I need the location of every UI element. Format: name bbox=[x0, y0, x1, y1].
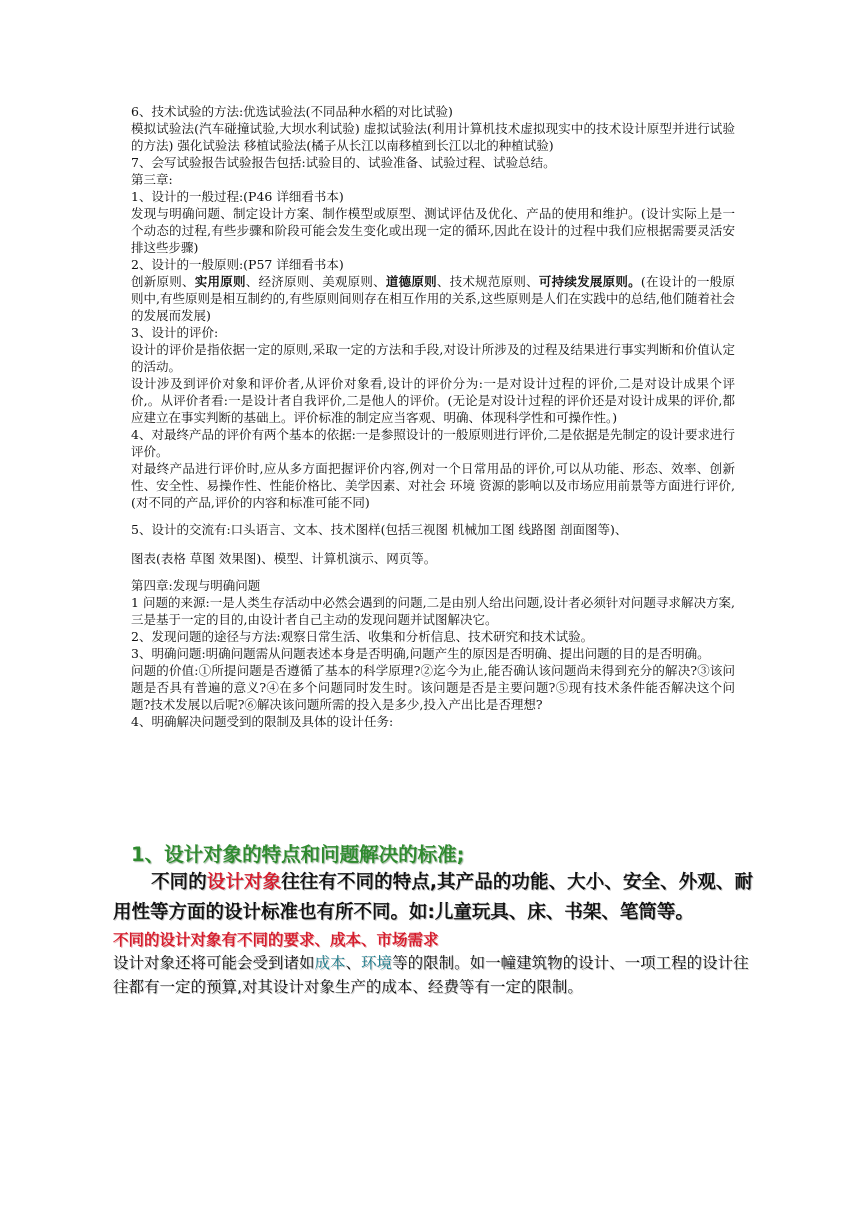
line-design-evaluation: 3、设计的评价: bbox=[131, 325, 219, 340]
line-design-communication: 5、设计的交流有:口头语言、文本、技术图样(包括三视图 机械加工图 线路图 剖面图等)、 bbox=[131, 522, 628, 537]
slide-highlight-design-object: 设计对象 bbox=[206, 872, 282, 893]
line-test-report: 7、会写试验报告试验报告包括:试验目的、试验准备、试验过程、试验总结。 bbox=[131, 155, 556, 170]
paragraph-clarify-problem: 3、明确问题:明确问题需从问题表述本身是否明确,问题产生的原因是否明确、提出问题的目的是否明确。 bbox=[131, 646, 710, 661]
principle-text: 、经济原则、美观原则、 bbox=[245, 274, 386, 289]
slide-text: 、 bbox=[345, 954, 362, 972]
line-problem-discovery: 2、发现问题的途径与方法:观察日常生活、收集和分析信息、技术研究和技术试验。 bbox=[131, 629, 594, 644]
slide-text: 往往有不同的特点,其产品的功能、大小、安全、外观、耐用性等方面的设计标准也有所不同。如:儿童玩具、床、书架、笔筒等。 bbox=[113, 872, 753, 923]
principle-note: (在设计的一般原则中,有些原则是相互制约的,有些原则间则存在相互作用的关系,这些原则是人们在实践中的总结,他们随着社会的发展而发展) bbox=[131, 274, 735, 323]
principle-text: 、技术规范原则、 bbox=[436, 274, 539, 289]
slide-text: 设计对象还将可能会受到诸如 bbox=[113, 954, 315, 972]
document-text bbox=[131, 103, 735, 730]
paragraph-final-product-evaluation: 对最终产品进行评价时,应从多方面把握评价内容,例对一个日常用品的评价,可以从功能、形态、效率、创新性、安全性、易操作性、性能价格比、美学因素、对社会 环境 资源的影响以及市场应用前景等方面进行评价,(对不同的产品,评价的内容和标准可能不同) bbox=[131, 461, 735, 510]
paragraph-problem-sources: 1 问题的来源:一是人类生存活动中必然会遇到的问题,二是由别人给出问题,设计者必须针对问题寻求解决方案,三是基于一定的目的,由设计者自己主动的发现问题并试图解决它。 bbox=[131, 595, 735, 627]
slide-constraint-paragraph bbox=[113, 951, 753, 999]
paragraph-evaluation-types: 设计涉及到评价对象和评价者,从评价对象看,设计的评价分为:一是对设计过程的评价,二是对设计成果个评价,。从评价者看:一是设计者自我评价,二是他人的评价。(无论是对设计过程的评价还是对设计成果的评价,都应建立在事实判断的基础上。评价标准的制定应当客观、明确、体现科学性和可操作性。) bbox=[131, 376, 735, 425]
principle-moral: 道德原则 bbox=[385, 274, 437, 289]
line-design-principles: 2、设计的一般原则:(P57 详细看书本) bbox=[131, 257, 344, 272]
paragraph-evaluation-definition: 设计的评价是指依据一定的原则,采取一定的方法和手段,对设计所涉及的过程及结果进行事实判断和价值认定的活动。 bbox=[131, 342, 735, 374]
line-constraints-and-tasks: 4、明确解决问题受到的限制及具体的设计任务: bbox=[131, 714, 394, 729]
line-simulation-tests: 模拟试验法(汽车碰撞试验,大坝水利试验) 虚拟试验法(利用计算机技术虚拟现实中的技术设计原型并进行试验的方法) 强化试验法 移植试验法(橘子从长江以南移植到长江以北的种植试验) bbox=[131, 121, 735, 153]
line-test-methods: 6、技术试验的方法:优选试验法(不同品种水稻的对比试验) bbox=[131, 104, 453, 119]
principle-text: 创新原则、 bbox=[131, 274, 195, 289]
principle-sustainable: 可持续发展原则。 bbox=[538, 274, 641, 289]
slide-text: 等的限制。如一幢建筑物的设计、一项工程的设计往往都有一定的预算,对其设计对象生产的成本、经费等有一定的限制。 bbox=[113, 954, 749, 996]
chapter-four-title: 第四章:发现与明确问题 bbox=[131, 578, 261, 593]
line-communication-continued: 图表(表格 草图 效果图)、模型、计算机演示、网页等。 bbox=[131, 551, 437, 566]
paragraph-problem-value: 问题的价值:①所提问题是否遵循了基本的科学原理?②迄今为止,能否确认该问题尚未得到充分的解决?③该问题是否具有普遍的意义?④在多个问题同时发生时。该问题是否是主要问题?⑤现有技术条件能否解决这个问题?技术发展以后呢?⑥解决该问题所需的投入是多少,投入产出比是否理想? bbox=[131, 663, 735, 712]
slide-highlight-cost: 成本 bbox=[314, 954, 346, 972]
slide-red-line: 不同的设计对象有不同的要求、成本、市场需求 bbox=[113, 931, 439, 949]
slide-text: 不同的 bbox=[151, 872, 207, 893]
line-design-process: 1、设计的一般过程:(P46 详细看书本) bbox=[131, 189, 344, 204]
principle-practical: 实用原则 bbox=[194, 274, 246, 289]
slide-excerpt bbox=[113, 842, 753, 999]
slide-main-paragraph bbox=[113, 868, 753, 928]
slide-heading: 1、设计对象的特点和问题解决的标准; bbox=[131, 843, 465, 866]
paragraph-final-product-basis: 4、对最终产品的评价有两个基本的依据:一是参照设计的一般原则进行评价,二是依据是先制定的设计要求进行评价。 bbox=[131, 427, 735, 459]
chapter-three-title: 第三章: bbox=[131, 172, 173, 187]
slide-highlight-environment: 环境 bbox=[361, 954, 393, 972]
paragraph-design-process: 发现与明确问题、制定设计方案、制作模型或原型、测试评估及优化、产品的使用和维护。(设计实际上是一个动态的过程,有些步骤和阶段可能会发生变化或出现一定的循环,因此在设计的过程中我们应根据需要灵活安排这些步骤) bbox=[131, 206, 735, 255]
paragraph-design-principles bbox=[131, 273, 735, 324]
